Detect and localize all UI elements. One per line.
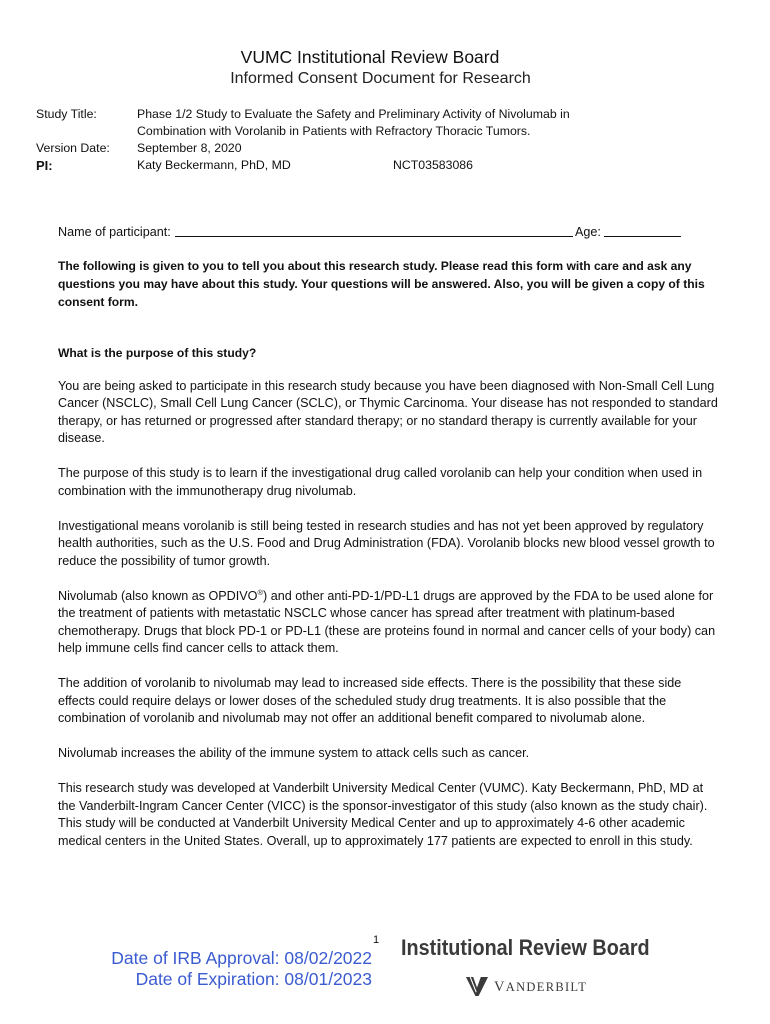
study-title-line: Phase 1/2 Study to Evaluate the Safety and Preliminary Activity of Nivolumab in [137,107,570,121]
pi-label: PI: [36,158,53,173]
version-date-label: Version Date: [36,141,110,155]
paragraph-line: therapy, or has returned or progressed after standard therapy; or no standard therapy is currently available for your [58,413,697,428]
paragraph-line: Cancer (NSCLC), Small Cell Lung Cancer (SCLC), or Thymic Carcinoma. Your disease has not responded to standard [58,396,718,410]
paragraph-line: The addition of vorolanib to nivolumab may lead to increased side effects. There is the possibility that these side [58,676,682,690]
paragraph-line: health authorities, such as the U.S. Food and Drug Administration (FDA). Vorolanib blocks new blood vessel growth to [58,536,715,550]
paragraph-line: the Vanderbilt-Ingram Cancer Center (VICC) is the sponsor-investigator of this study (also known as the study chair). [58,798,708,813]
participant-name-label: Name of participant: [58,225,171,239]
purpose-paragraph-1 [58,378,718,448]
intro-line: questions you may have about this study. Your questions will be answered. Also, you will be given a copy of this [58,277,705,291]
purpose-paragraph-7 [58,780,718,850]
document-title: Informed Consent Document for Research [230,70,531,87]
vanderbilt-wordmark: VANDERBILT [494,979,588,995]
paragraph-line: This study will be conducted at Vanderbilt University Medical Center and up to approximately 4-6 other academic [58,816,685,830]
intro-line: The following is given to you to tell you about this research study. Please read this form with care and ask any [58,259,692,273]
study-title-line: Combination with Vorolanib in Patients with Refractory Thoracic Tumors. [137,124,531,138]
irb-approval-stamp [0,948,372,990]
paragraph-line: disease. [58,431,105,445]
pi-name: Katy Beckermann, PhD, MD [137,158,291,172]
age-label: Age: [575,225,601,239]
paragraph-line: medical centers in the United States. Overall, up to approximately 177 patients are expected to enroll in this study. [58,833,693,848]
paragraph-line: The purpose of this study is to learn if the investigational drug called vorolanib can help your condition when used in [58,466,703,480]
intro-paragraph [58,257,705,311]
irb-expiration-date: Date of Expiration: 08/01/2023 [135,968,372,989]
registered-trademark-mark: ® [257,587,264,597]
purpose-paragraph-5 [58,675,718,728]
purpose-paragraph-6 [58,745,718,763]
purpose-paragraphs [58,378,718,868]
paragraph-line [58,588,718,606]
paragraph-line: the treatment of patients with metastatic NSCLC whose cancer has spread after treatment with platinum-based [58,606,675,620]
irb-logo-text: Institutional Review Board [401,935,650,960]
purpose-paragraph-3 [58,518,718,571]
age-blank-line [604,236,681,237]
purpose-paragraph-2 [58,465,718,500]
purpose-paragraph-4 [58,588,718,658]
paragraph-line: Investigational means vorolanib is still being tested in research studies and has not yet been approved by regulatory [58,518,704,533]
paragraph-line: effects could require delays or lower doses of the scheduled study drug treatments. It is also possible that the [58,693,667,708]
paragraph-line: combination of vorolanib and nivolumab may not offer an additional benefit compared to nivolumab alone. [58,711,646,725]
participant-name-blank-line [175,236,573,237]
paragraph-line-text: ) and other anti-PD-1/PD-L1 drugs are approved by the FDA to be used alone for [263,588,714,603]
study-title-label: Study Title: [36,107,97,121]
paragraph-line: This research study was developed at Vanderbilt University Medical Center (VUMC). Katy Beckermann, PhD, MD at [58,781,704,795]
paragraph-line: You are being asked to participate in this research study because you have been diagnosed with Non-Small Cell Lung [58,378,715,393]
paragraph-line-text: Nivolumab (also known as OPDIVO [58,588,258,603]
irb-approval-date: Date of IRB Approval: 08/02/2022 [111,947,372,968]
page-number: 1 [373,934,380,946]
paragraph-line: help immune cells find cancer cells to attack them. [58,641,339,655]
version-date: September 8, 2020 [137,141,242,155]
paragraph-line: chemotherapy. Drugs that block PD-1 or PD-L1 (these are proteins found in normal and cancer cells of your body) can [58,623,716,638]
nct-number: NCT03583086 [393,158,473,172]
board-title: VUMC Institutional Review Board [240,47,500,67]
paragraph-line: combination with the immunotherapy drug nivolumab. [58,483,357,498]
intro-line: consent form. [58,295,138,309]
paragraph-line: reduce the possibility of tumor growth. [58,553,271,568]
vanderbilt-v-logo-icon [466,977,488,996]
paragraph-line: Nivolumab increases the ability of the immune system to attack cells such as cancer. [58,746,530,760]
section-heading: What is the purpose of this study? [58,346,257,360]
